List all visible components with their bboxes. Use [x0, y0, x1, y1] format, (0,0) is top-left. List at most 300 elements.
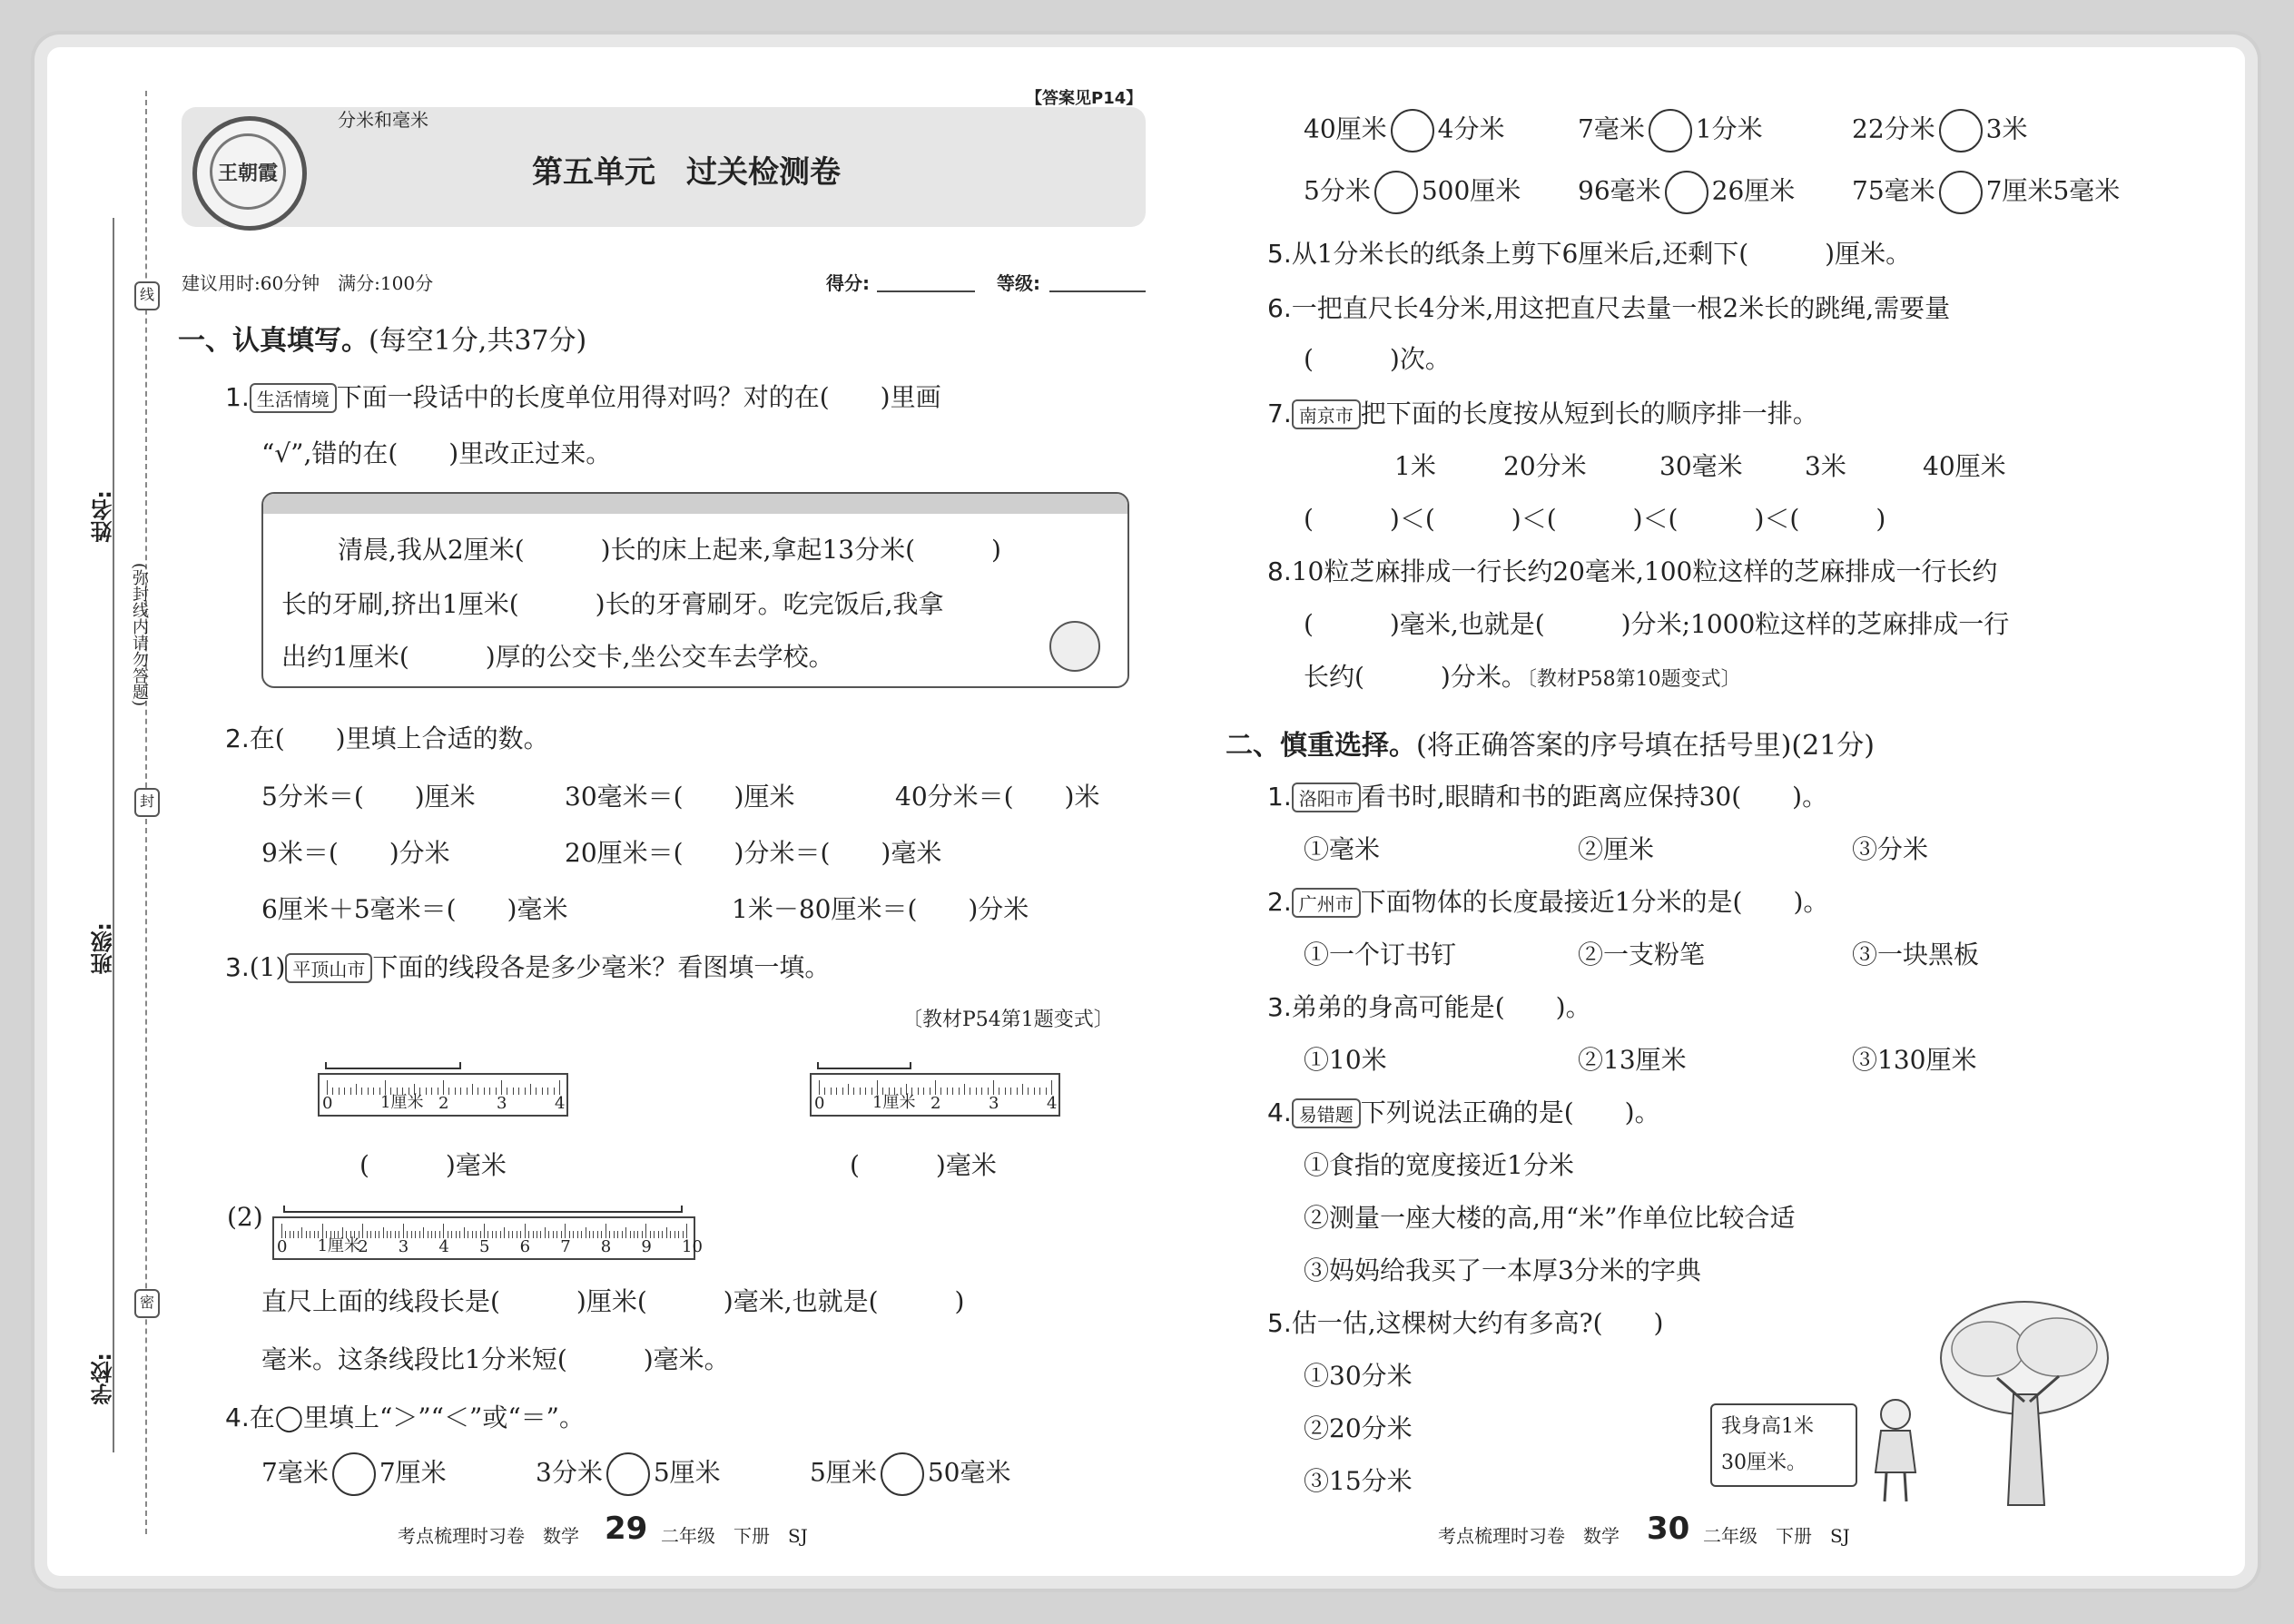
- ruler-tick: [306, 1231, 307, 1238]
- grade-label: 等级:: [997, 272, 1040, 294]
- choice-1: [1267, 777, 1827, 813]
- ruler-tick: [332, 1088, 333, 1095]
- r-compare-2-2: [1578, 171, 1795, 214]
- q2-item-2-1: 9米＝( )分米: [261, 838, 450, 868]
- left-footer-grade: 二年级 下册 SJ: [661, 1525, 808, 1547]
- ruler-number: 1厘米: [872, 1093, 916, 1112]
- ruler-number: 3: [989, 1094, 999, 1113]
- ruler-tick: [637, 1231, 638, 1238]
- q3-text: 下面的线段各是多少毫米？看图填一填。: [372, 952, 831, 982]
- ruler-tick: [356, 1084, 357, 1095]
- ruler-number: 7: [560, 1237, 571, 1256]
- compare-circle[interactable]: [1391, 109, 1434, 153]
- ruler-tick: [472, 1231, 473, 1238]
- q1-text1: 下面一段话中的长度单位用得对吗？对的在( )里画: [336, 382, 941, 412]
- answer-reference: 【答案见P14】: [1026, 89, 1143, 108]
- c4-option-3[interactable]: ③妈妈给我买了一本厚3分米的字典: [1304, 1255, 1701, 1285]
- ruler-number: 10: [682, 1237, 703, 1256]
- section2-title: 二、慎重选择。: [1226, 730, 1416, 762]
- ruler-tick: [542, 1088, 543, 1095]
- ruler-number: 5: [479, 1237, 490, 1256]
- r5-number: 5.: [1267, 239, 1292, 269]
- girl-icon: [1876, 1400, 1915, 1501]
- q2-text: 在( )里填上合适的数。: [249, 723, 549, 753]
- q1-text2: “√”,错的在( )里改正过来。: [261, 438, 612, 468]
- ruler-tick: [370, 1231, 371, 1238]
- compare-circle[interactable]: [1939, 109, 1983, 153]
- speech-bubble-line2: 30厘米。: [1721, 1452, 1807, 1474]
- r8-text2: ( )毫米,也就是( )分米;1000粒这样的芝麻排成一行: [1304, 609, 2010, 639]
- ruler-tick: [456, 1231, 457, 1238]
- ruler-tick: [435, 1231, 436, 1238]
- ruler-tick: [293, 1231, 294, 1238]
- ruler-tick: [451, 1231, 452, 1238]
- r8-text3: 长约( )分米。: [1304, 662, 1527, 692]
- question-r7: [1267, 394, 1818, 430]
- r6-text1: 一把直尺长4分米,用这把直尺去量一根2米长的跳绳,需要量: [1291, 293, 1951, 323]
- c5-number: 5.: [1267, 1308, 1292, 1338]
- ruler-tick: [853, 1088, 854, 1095]
- choice-3: [1267, 988, 1591, 1024]
- ruler-number: 2: [930, 1094, 941, 1113]
- ruler-tick: [314, 1231, 315, 1238]
- ruler-tick: [403, 1224, 404, 1238]
- q3-answer-b: ( )毫米: [850, 1150, 997, 1180]
- line-segment-a: [325, 1068, 461, 1069]
- q4-3-right: 50毫米: [927, 1457, 1011, 1488]
- ruler-tick: [964, 1084, 965, 1095]
- r7-order-blanks: ( )＜( )＜( )＜( )＜( ): [1304, 504, 1886, 534]
- ruler-tick: [625, 1227, 626, 1238]
- ruler-number: 1厘米: [317, 1236, 361, 1255]
- c5-text: 估一估,这棵树大约有多高?( ): [1291, 1308, 1664, 1338]
- ruler-tick: [662, 1231, 663, 1238]
- r7-item-4: 3米: [1805, 451, 1846, 481]
- ruler-tick: [947, 1088, 948, 1095]
- c3-text: 弟弟的身高可能是( )。: [1291, 992, 1591, 1022]
- ruler-tick: [536, 1088, 537, 1095]
- compare-circle[interactable]: [1665, 171, 1708, 214]
- c2-text: 下面物体的长度最接近1分米的是( )。: [1360, 887, 1829, 917]
- q4-1-right: 7厘米: [379, 1457, 447, 1488]
- name-label: 姓名:: [91, 490, 116, 543]
- ruler-tick: [459, 1231, 460, 1238]
- compare-circle[interactable]: [606, 1452, 650, 1496]
- c2-option-1[interactable]: ①一个订书钉: [1304, 940, 1457, 969]
- binding-mark-seal: 封: [134, 788, 160, 817]
- ruler-number: 9: [641, 1237, 652, 1256]
- question-r5: [1267, 234, 1911, 271]
- ruler-tick: [581, 1231, 582, 1238]
- ruler-tick: [484, 1224, 485, 1238]
- ruler-tick: [443, 1080, 444, 1095]
- q2-item-2-2: 20厘米＝( )分米＝( )毫米: [565, 838, 942, 868]
- question-2: [225, 719, 549, 755]
- ruler-number: 0: [277, 1237, 288, 1256]
- r-compare-2-1: [1304, 171, 1521, 214]
- r7-item-2: 20分米: [1503, 451, 1587, 481]
- c3-option-3[interactable]: ③130厘米: [1852, 1045, 1977, 1075]
- ruler-tick: [500, 1231, 501, 1238]
- q3-part2-line2: 毫米。这条线段比1分米短( )毫米。: [261, 1344, 730, 1374]
- ruler-tick: [419, 1231, 420, 1238]
- page-title: 第五单元 过关检测卷: [532, 154, 841, 191]
- q3-part2-line1: 直尺上面的线段长是( )厘米( )毫米,也就是( ): [261, 1286, 965, 1316]
- ruler-tick: [375, 1231, 376, 1238]
- q4-compare-1: [261, 1452, 447, 1496]
- r7-tag: 南京市: [1292, 399, 1361, 429]
- ruler-tick: [472, 1084, 473, 1095]
- q4-2-right: 5厘米: [653, 1457, 721, 1488]
- ruler-tick: [390, 1231, 391, 1238]
- r2-3-left: 75毫米: [1852, 175, 1935, 206]
- c5-option-3[interactable]: ③15分米: [1304, 1466, 1413, 1496]
- ruler-tick: [492, 1231, 493, 1238]
- ruler-tick: [589, 1231, 590, 1238]
- r7-item-3: 30毫米: [1659, 451, 1743, 481]
- c5-option-1[interactable]: ①30分米: [1304, 1361, 1413, 1391]
- story-box-header: [263, 494, 1127, 514]
- c1-option-3[interactable]: ③分米: [1852, 834, 1929, 864]
- ruler-tick: [1005, 1088, 1006, 1095]
- r8-text1: 10粒芝麻排成一行长约20毫米,100粒这样的芝麻排成一行长约: [1291, 556, 1998, 586]
- ruler-number: 2: [438, 1094, 449, 1113]
- r2-1-right: 500厘米: [1421, 175, 1521, 206]
- ruler-tick: [383, 1227, 384, 1238]
- ruler-number: 3: [497, 1094, 507, 1113]
- ruler-tick: [411, 1231, 412, 1238]
- ruler-b: [810, 1073, 1060, 1117]
- c2-option-2[interactable]: ②一支粉笔: [1578, 940, 1706, 969]
- time-and-score-info: 建议用时:60分钟 满分:100分: [182, 272, 434, 294]
- ruler-tick: [674, 1231, 675, 1238]
- ruler-tick: [387, 1231, 388, 1238]
- ruler-tick: [819, 1080, 820, 1095]
- ruler-number: 3: [398, 1237, 409, 1256]
- ruler-tick: [976, 1088, 977, 1095]
- ruler-tick: [848, 1084, 849, 1095]
- ruler-number: 0: [322, 1094, 333, 1113]
- compare-circle[interactable]: [1939, 171, 1983, 214]
- c3-number: 3.: [1267, 992, 1292, 1022]
- section1-points: (每空1分,共37分): [369, 325, 587, 357]
- ruler-tick: [362, 1224, 363, 1238]
- c4-tag: 易错题: [1292, 1098, 1361, 1128]
- ruler-tick: [525, 1224, 526, 1238]
- section1-title: 一、认真填写。: [178, 325, 369, 357]
- question-1-line1: [225, 378, 941, 414]
- ruler-tick: [350, 1088, 351, 1095]
- q1-number: 1.: [225, 382, 250, 412]
- r1-1-left: 40厘米: [1304, 113, 1387, 144]
- binding-note: (弥封线内请勿答题): [130, 563, 149, 707]
- r1-3-right: 3米: [1985, 113, 2028, 144]
- q2-number: 2.: [225, 723, 250, 753]
- question-3: [225, 948, 830, 984]
- ruler-tick: [496, 1231, 497, 1238]
- ruler-tick: [547, 1088, 548, 1095]
- line-segment-b: [817, 1068, 911, 1069]
- ruler-tick: [860, 1088, 861, 1095]
- q4-1-left: 7毫米: [261, 1457, 329, 1488]
- ruler-tick: [645, 1224, 646, 1238]
- ruler-tick: [556, 1231, 557, 1238]
- r1-2-right: 1分米: [1695, 113, 1763, 144]
- r7-item-5: 40厘米: [1923, 451, 2006, 481]
- r7-item-1: 1米: [1394, 451, 1436, 481]
- compare-circle[interactable]: [332, 1452, 376, 1496]
- r-compare-1-3: [1852, 109, 2027, 153]
- q4-number: 4.: [225, 1403, 250, 1432]
- r2-2-left: 96毫米: [1578, 175, 1661, 206]
- ruler-tick: [842, 1088, 843, 1095]
- ruler-tick: [923, 1088, 924, 1095]
- r8-number: 8.: [1267, 556, 1292, 586]
- ruler-number: 1厘米: [380, 1093, 424, 1112]
- ruler-tick: [952, 1088, 953, 1095]
- school-label: 学校:: [91, 1353, 116, 1405]
- r6-text2: ( )次。: [1304, 344, 1451, 374]
- section2-points: (将正确答案的序号填在括号里)(21分): [1416, 730, 1875, 762]
- c1-tag: 洛阳市: [1292, 782, 1361, 812]
- left-footer-book: 考点梳理时习卷 数学: [398, 1525, 579, 1547]
- ruler-tick: [443, 1224, 444, 1238]
- name-writing-line: [113, 218, 114, 1452]
- ruler-tick: [415, 1231, 416, 1238]
- score-field[interactable]: [877, 290, 975, 292]
- ruler-number: 4: [1047, 1094, 1058, 1113]
- r2-1-left: 5分米: [1304, 175, 1371, 206]
- ruler-tick: [431, 1231, 432, 1238]
- compare-circle[interactable]: [1374, 171, 1418, 214]
- story-line2: 长的牙刷,挤出1厘米( )长的牙膏刷牙。吃完饭后,我拿: [281, 589, 944, 619]
- r5-text: 从1分米长的纸条上剪下6厘米后,还剩下( )厘米。: [1291, 239, 1912, 269]
- r7-number: 7.: [1267, 399, 1292, 428]
- ruler-tick: [464, 1227, 465, 1238]
- ruler-tick: [1028, 1088, 1029, 1095]
- ruler-tick: [824, 1088, 825, 1095]
- score-label: 得分:: [826, 272, 870, 294]
- ruler-tick: [301, 1227, 302, 1238]
- ruler-tick: [431, 1088, 432, 1095]
- ruler-tick: [686, 1224, 687, 1238]
- compare-circle[interactable]: [1649, 109, 1692, 153]
- ruler-tick: [298, 1231, 299, 1238]
- r7-text: 把下面的长度按从短到长的顺序排一排。: [1360, 399, 1818, 428]
- ruler-tick: [504, 1227, 505, 1238]
- ruler-tick: [959, 1088, 960, 1095]
- ruler-a: [318, 1073, 568, 1117]
- r1-2-left: 7毫米: [1578, 113, 1645, 144]
- ruler-tick: [981, 1088, 982, 1095]
- ruler-tick: [577, 1231, 578, 1238]
- q3-tag: 平顶山市: [285, 953, 372, 983]
- ruler-tick: [935, 1080, 936, 1095]
- c3-option-1[interactable]: ①10米: [1304, 1045, 1387, 1075]
- ruler-tick: [836, 1088, 837, 1095]
- c4-text: 下列说法正确的是( )。: [1360, 1097, 1660, 1127]
- ruler-tick: [501, 1080, 502, 1095]
- story-line1: 清晨,我从2厘米( )长的床上起来,拿起13分米( ): [338, 535, 1001, 565]
- c4-option-2[interactable]: ②测量一座大楼的高,用“米”作单位比较合适: [1304, 1203, 1796, 1233]
- r-compare-1-1: [1304, 109, 1504, 153]
- ruler-tick: [530, 1084, 531, 1095]
- q2-item-1-2: 30毫米＝( )厘米: [565, 782, 795, 812]
- ruler-number: 4: [438, 1237, 449, 1256]
- ruler-tick: [670, 1231, 671, 1238]
- logo-text: 王朝霞: [210, 133, 286, 210]
- ruler-tick: [993, 1080, 994, 1095]
- ruler-tick: [455, 1088, 456, 1095]
- ruler-tick: [634, 1231, 635, 1238]
- question-r6: [1267, 289, 1950, 325]
- ruler-tick: [559, 1080, 560, 1095]
- ruler-tick: [622, 1231, 623, 1238]
- q2-item-1-1: 5分米＝( )厘米: [261, 782, 476, 812]
- r2-2-right: 26厘米: [1711, 175, 1796, 206]
- q3-part1: (1): [249, 952, 286, 982]
- c2-number: 2.: [1267, 887, 1292, 917]
- ruler-tick: [373, 1088, 374, 1095]
- ruler-tick: [597, 1231, 598, 1238]
- grade-field[interactable]: [1049, 290, 1146, 292]
- r2-3-right: 7厘米5毫米: [1985, 175, 2121, 206]
- ruler-number: 6: [519, 1237, 531, 1256]
- ruler-tick: [423, 1227, 424, 1238]
- c2-option-3[interactable]: ③一块黑板: [1852, 940, 1980, 969]
- c3-option-2[interactable]: ②13厘米: [1578, 1045, 1687, 1075]
- speech-bubble-line1: 我身高1米: [1721, 1415, 1814, 1438]
- r6-number: 6.: [1267, 293, 1292, 323]
- c2-tag: 广州市: [1292, 888, 1361, 918]
- section2-heading: [1226, 723, 1875, 763]
- choice-5: [1267, 1304, 1663, 1340]
- ruler-tick: [565, 1224, 566, 1238]
- choice-4: [1267, 1093, 1660, 1129]
- ruler-tick: [678, 1231, 679, 1238]
- c1-option-2[interactable]: ②厘米: [1578, 834, 1655, 864]
- r8-textbook-ref: 〔教材P58第10题变式〕: [1526, 668, 1741, 691]
- ruler-tick: [327, 1080, 328, 1095]
- story-line3: 出约1厘米( )厚的公交卡,坐公交车去学校。: [281, 642, 834, 672]
- ruler-tick: [467, 1088, 468, 1095]
- r-compare-2-3: [1852, 171, 2120, 214]
- tree-and-girl-illustration: [1852, 1294, 2115, 1512]
- ruler-tick: [361, 1088, 362, 1095]
- ruler-tick: [1010, 1088, 1011, 1095]
- line-segment-c: [283, 1211, 683, 1213]
- q4-compare-2: [536, 1452, 721, 1496]
- ruler-tick: [484, 1088, 485, 1095]
- c1-number: 1.: [1267, 782, 1292, 812]
- c5-option-2[interactable]: ②20分米: [1304, 1413, 1413, 1443]
- r-compare-1-2: [1578, 109, 1763, 153]
- ruler-tick: [426, 1088, 427, 1095]
- ruler-tick: [489, 1088, 490, 1095]
- q3-part2: (2): [227, 1202, 263, 1232]
- ruler-tick: [666, 1227, 667, 1238]
- r1-3-left: 22分米: [1852, 113, 1935, 144]
- ruler-number: 0: [814, 1094, 825, 1113]
- section1-heading: [178, 318, 586, 358]
- r1-1-right: 4分米: [1437, 113, 1505, 144]
- ruler-number: 8: [600, 1237, 612, 1256]
- c1-option-1[interactable]: ①毫米: [1304, 834, 1381, 864]
- ruler-tick: [617, 1231, 618, 1238]
- ruler-tick: [460, 1088, 461, 1095]
- q4-compare-3: [810, 1452, 1010, 1496]
- ruler-tick: [593, 1231, 594, 1238]
- ruler-tick: [1034, 1088, 1035, 1095]
- ruler-tick: [518, 1088, 519, 1095]
- q2-item-3-1: 6厘米＋5毫米＝( )毫米: [261, 894, 568, 924]
- q4-3-left: 5厘米: [810, 1457, 877, 1488]
- q2-item-1-3: 40分米＝( )米: [895, 782, 1100, 812]
- binding-mark-line: 线: [134, 281, 160, 310]
- q4-text: 在◯里填上“＞”“＜”或“＝”。: [249, 1403, 585, 1432]
- c4-option-1[interactable]: ①食指的宽度接近1分米: [1304, 1150, 1574, 1180]
- ruler-tick: [630, 1231, 631, 1238]
- ruler-c: [272, 1216, 703, 1260]
- ruler-tick: [1022, 1084, 1023, 1095]
- ruler-tick: [533, 1231, 534, 1238]
- ruler-number: 4: [555, 1094, 566, 1113]
- q1-tag: 生活情境: [250, 383, 337, 413]
- ruler-tick: [654, 1231, 655, 1238]
- ruler-tick: [512, 1231, 513, 1238]
- ruler-tick: [448, 1088, 449, 1095]
- c4-number: 4.: [1267, 1097, 1292, 1127]
- q3-answer-a: ( )毫米: [359, 1150, 507, 1180]
- q4-2-left: 3分米: [536, 1457, 603, 1488]
- choice-2: [1267, 882, 1828, 919]
- binding-mark-tear: 密: [134, 1289, 160, 1318]
- ruler-tick: [368, 1088, 369, 1095]
- ruler-tick: [1051, 1080, 1052, 1095]
- ruler-tick: [918, 1088, 919, 1095]
- question-4: [225, 1398, 585, 1434]
- right-footer-book: 考点梳理时习卷 数学: [1438, 1525, 1620, 1547]
- ruler-tick: [553, 1231, 554, 1238]
- ruler-tick: [658, 1231, 659, 1238]
- question-r8: [1267, 552, 1997, 588]
- ruler-tick: [525, 1088, 526, 1095]
- ruler-tick: [940, 1088, 941, 1095]
- compare-circle[interactable]: [881, 1452, 924, 1496]
- q2-item-3-2: 1米－80厘米＝( )分米: [732, 894, 1029, 924]
- publisher-logo: [192, 116, 307, 231]
- ruler-tick: [476, 1231, 477, 1238]
- ruler-tick: [281, 1224, 282, 1238]
- r8-text3-line: [1304, 657, 1741, 694]
- class-label: 班级:: [91, 922, 116, 975]
- c1-text: 看书时,眼睛和书的距离应保持30( )。: [1360, 782, 1828, 812]
- right-footer-grade: 二年级 下册 SJ: [1703, 1525, 1850, 1547]
- ruler-tick: [540, 1231, 541, 1238]
- ruler-tick: [339, 1088, 340, 1095]
- cartoon-ant-icon: [1049, 621, 1100, 672]
- ruler-tick: [614, 1231, 615, 1238]
- ruler-tick: [344, 1088, 345, 1095]
- left-page-number: 29: [605, 1511, 648, 1547]
- q3-textbook-ref: 〔教材P54第1题变式〕: [902, 1009, 1114, 1031]
- ruler-tick: [605, 1224, 606, 1238]
- ruler-tick: [1039, 1088, 1040, 1095]
- ruler-tick: [548, 1231, 549, 1238]
- ruler-tick: [831, 1088, 832, 1095]
- ruler-tick: [573, 1231, 574, 1238]
- ruler-tick: [508, 1231, 509, 1238]
